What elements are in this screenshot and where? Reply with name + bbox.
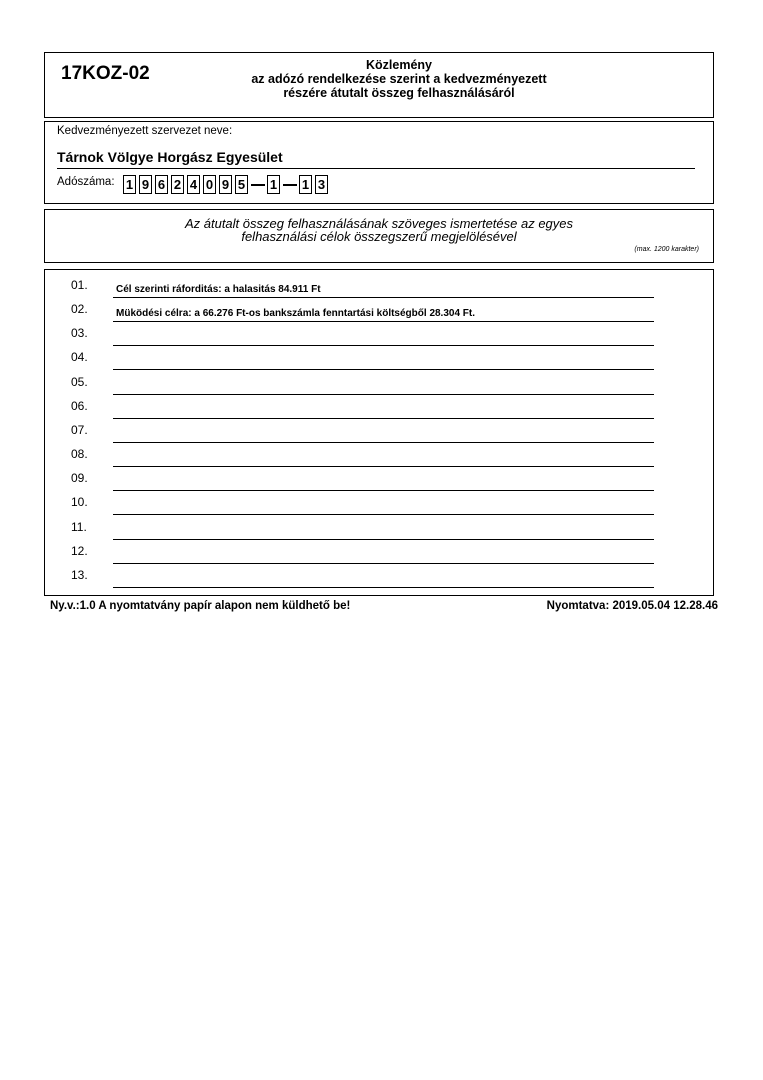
row-number: 10. xyxy=(71,495,88,510)
usage-row xyxy=(45,471,713,495)
tax-digit[interactable]: 2 xyxy=(171,175,184,194)
row-underline xyxy=(113,539,654,540)
beneficiary-section xyxy=(44,121,714,204)
form-title-line-2: az adózó rendelkezése szerint a kedvezményezett xyxy=(251,72,547,86)
row-underline xyxy=(113,369,654,370)
usage-row xyxy=(45,399,713,423)
row-text-field[interactable]: Cél szerinti ráforditás: a halasitás 84.911 Ft xyxy=(116,284,321,295)
row-underline xyxy=(113,394,654,395)
tax-digit[interactable]: 6 xyxy=(155,175,168,194)
tax-digit[interactable]: 1 xyxy=(123,175,136,194)
row-underline xyxy=(113,297,654,298)
beneficiary-name-label: Kedvezményezett szervezet neve: xyxy=(57,125,233,137)
row-number: 03. xyxy=(71,326,88,341)
tax-digit[interactable]: 9 xyxy=(219,175,232,194)
row-underline xyxy=(113,490,654,491)
row-text-field[interactable]: Müködési célra: a 66.276 Ft-os bankszámla fenntartási költségből 28.304 Ft. xyxy=(116,308,476,320)
row-underline xyxy=(113,418,654,419)
row-number: 02. xyxy=(71,302,88,317)
tax-digit[interactable]: 5 xyxy=(235,175,248,194)
form-code: 17KOZ-02 xyxy=(61,63,150,84)
usage-lines-section xyxy=(44,269,714,596)
usage-row xyxy=(45,423,713,447)
row-number: 13. xyxy=(71,567,88,582)
row-underline xyxy=(113,442,654,443)
usage-row xyxy=(45,568,713,592)
tax-digit[interactable]: 1 xyxy=(267,175,280,194)
usage-row xyxy=(45,326,713,350)
tax-digit[interactable]: 0 xyxy=(203,175,216,194)
row-number: 07. xyxy=(71,422,88,437)
usage-row xyxy=(45,544,713,568)
usage-row xyxy=(45,302,713,326)
form-header xyxy=(44,52,714,118)
beneficiary-name-underline xyxy=(57,168,695,169)
usage-row xyxy=(45,350,713,374)
tax-number-field[interactable] xyxy=(123,175,331,194)
row-number: 08. xyxy=(71,447,88,462)
description-heading xyxy=(125,217,633,243)
tax-number-label: Adószáma: xyxy=(57,176,115,188)
tax-separator xyxy=(283,184,297,186)
row-number: 11. xyxy=(71,519,87,534)
form-title-line-3: részére átutalt összeg felhasználásáról xyxy=(283,86,515,100)
form-title xyxy=(165,58,633,100)
row-number: 09. xyxy=(71,471,88,486)
row-underline xyxy=(113,466,654,467)
description-line-1: Az átutalt összeg felhasználásának szöveges ismertetése az egyes xyxy=(184,216,574,231)
row-underline xyxy=(113,563,654,564)
row-underline xyxy=(113,587,654,588)
usage-row xyxy=(45,495,713,519)
max-characters-note: (max. 1200 karakter) xyxy=(634,246,699,253)
row-number: 04. xyxy=(71,350,88,365)
tax-digit[interactable]: 1 xyxy=(299,175,312,194)
row-number: 12. xyxy=(71,543,88,558)
description-section xyxy=(44,209,714,263)
form-title-line-1: Közlemény xyxy=(366,58,432,72)
row-number: 01. xyxy=(71,278,88,292)
tax-digit[interactable]: 9 xyxy=(139,175,152,194)
tax-digit[interactable]: 4 xyxy=(187,175,200,194)
usage-row xyxy=(45,375,713,399)
row-underline xyxy=(113,514,654,515)
usage-row xyxy=(45,520,713,544)
usage-row xyxy=(45,278,713,302)
print-timestamp: Nyomtatva: 2019.05.04 12.28.46 xyxy=(546,600,718,612)
row-number: 05. xyxy=(71,374,88,389)
description-line-2: felhasználási célok összegszerű megjelölésével xyxy=(241,229,517,244)
row-underline xyxy=(113,321,654,322)
beneficiary-name-field[interactable]: Tárnok Völgye Horgász Egyesület xyxy=(57,149,283,165)
form-version-note: Ny.v.:1.0 A nyomtatvány papír alapon nem küldhető be! xyxy=(50,600,351,612)
tax-separator xyxy=(251,184,265,186)
usage-row xyxy=(45,447,713,471)
row-underline xyxy=(113,345,654,346)
tax-digit[interactable]: 3 xyxy=(315,175,328,194)
row-number: 06. xyxy=(71,398,88,413)
